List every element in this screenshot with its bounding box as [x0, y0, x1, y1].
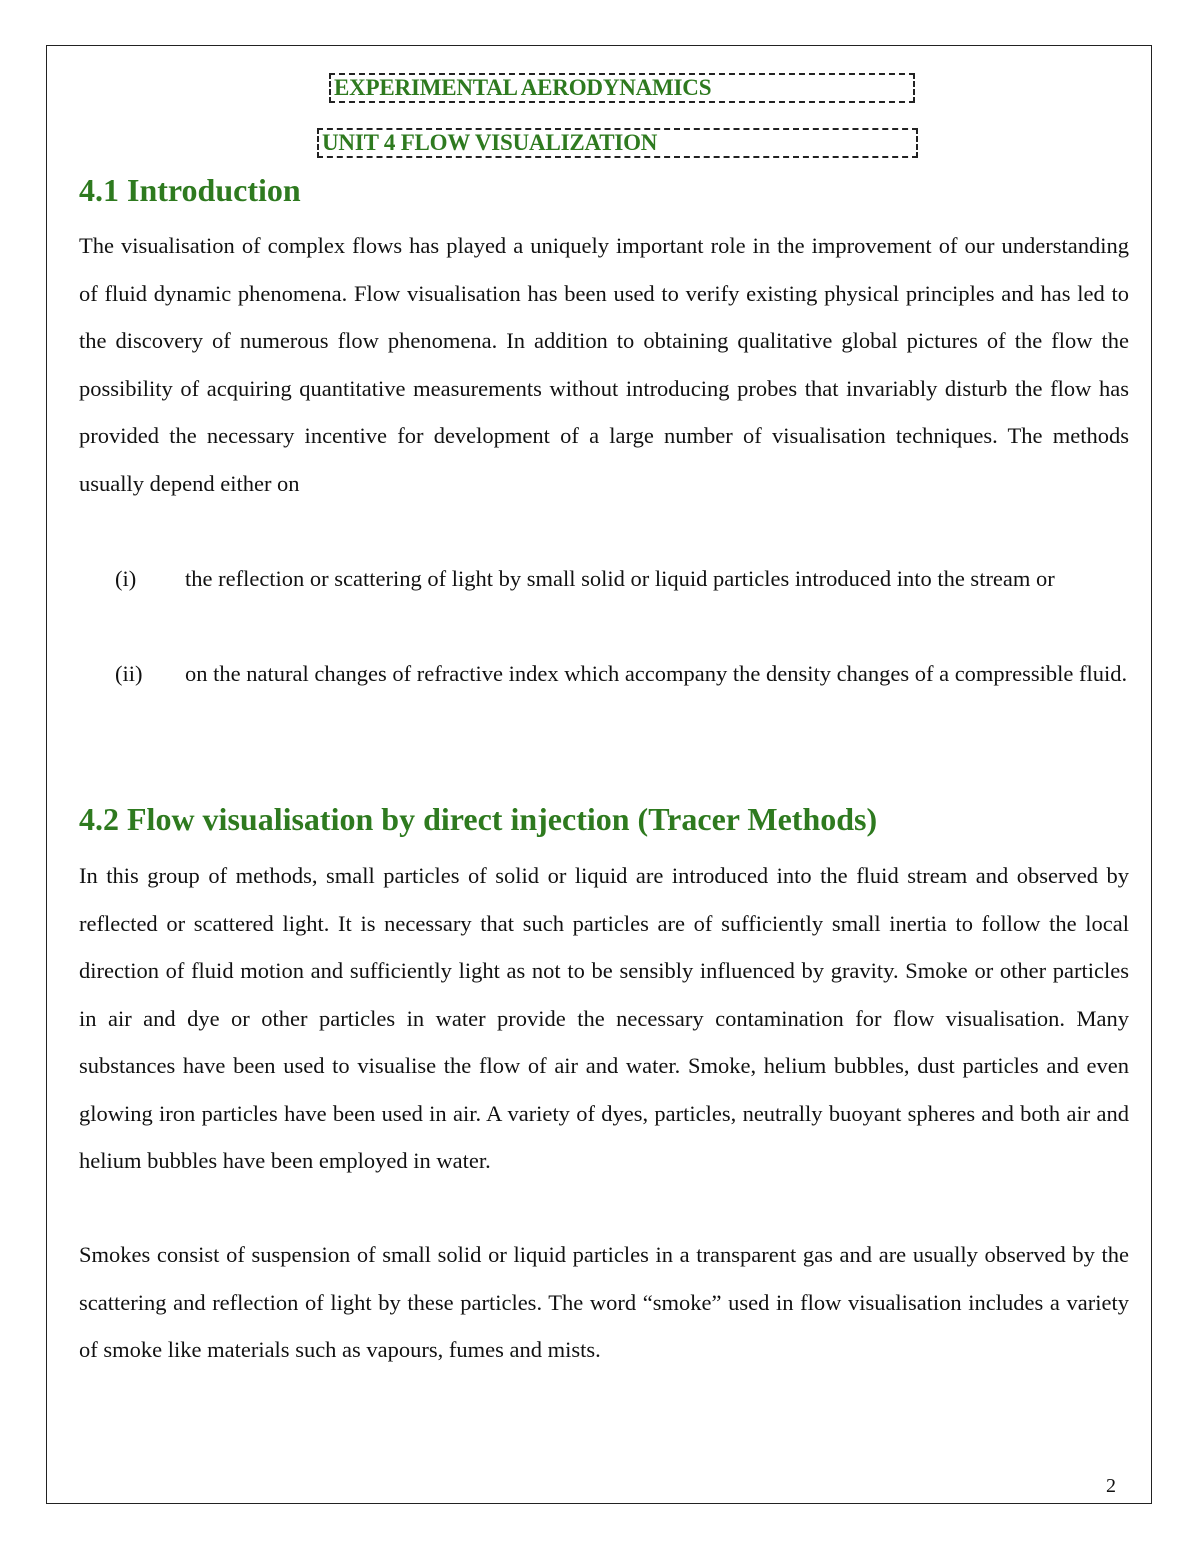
unit-title: UNIT 4 FLOW VISUALIZATION	[317, 128, 918, 158]
list-item-text: the reflection or scattering of light by small solid or liquid particles introduced into the stream or	[185, 566, 1055, 591]
tracer-paragraph: In this group of methods, small particles of solid or liquid are introduced into the fluid stream and observed by reflected or scattered light. It is necessary that such particles are of sufficiently small inertia to follow the local direction of fluid motion and sufficiently light as not to be sensibly influenced by gravity. Smoke or other particles in air and dye or other particles in water provide the necessary contamination for flow visualisation. Many substances have been used to visualise the flow of air and water. Smoke, helium bubbles, dust particles and even glowing iron particles have been used in air. A variety of dyes, particles, neutrally buoyant spheres and both air and helium bubbles have been employed in water.	[79, 863, 1129, 1173]
list-item-text: on the natural changes of refractive index which accompany the density changes of a compressible fluid.	[185, 661, 1128, 686]
smoke-paragraph: Smokes consist of suspension of small solid or liquid particles in a transparent gas and are usually observed by the scattering and reflection of light by these particles. The word “smoke” used in flow visualisation includes a variety of smoke like materials such as vapours, fumes and mists.	[79, 1242, 1129, 1362]
list-marker: (ii)	[115, 661, 143, 686]
list-item	[79, 650, 1129, 698]
list-item	[79, 555, 1129, 603]
intro-paragraph: The visualisation of complex flows has played a uniquely important role in the improvement of our understanding of fluid dynamic phenomena. Flow visualisation has been used to verify existing physical principles and has led to the discovery of numerous flow phenomena. In addition to obtaining qualitative global pictures of the flow the possibility of acquiring quantitative measurements without introducing probes that invariably disturb the flow has provided the necessary incentive for development of a large number of visualisation techniques. The methods usually depend either on	[79, 233, 1129, 496]
page-number: 2	[1106, 1475, 1116, 1497]
list-marker: (i)	[115, 566, 137, 591]
section-heading-tracer-methods: 4.2 Flow visualisation by direct injection (Tracer Methods)	[79, 801, 878, 837]
course-title: EXPERIMENTAL AERODYNAMICS	[329, 73, 915, 103]
section-heading-introduction: 4.1 Introduction	[79, 172, 301, 208]
